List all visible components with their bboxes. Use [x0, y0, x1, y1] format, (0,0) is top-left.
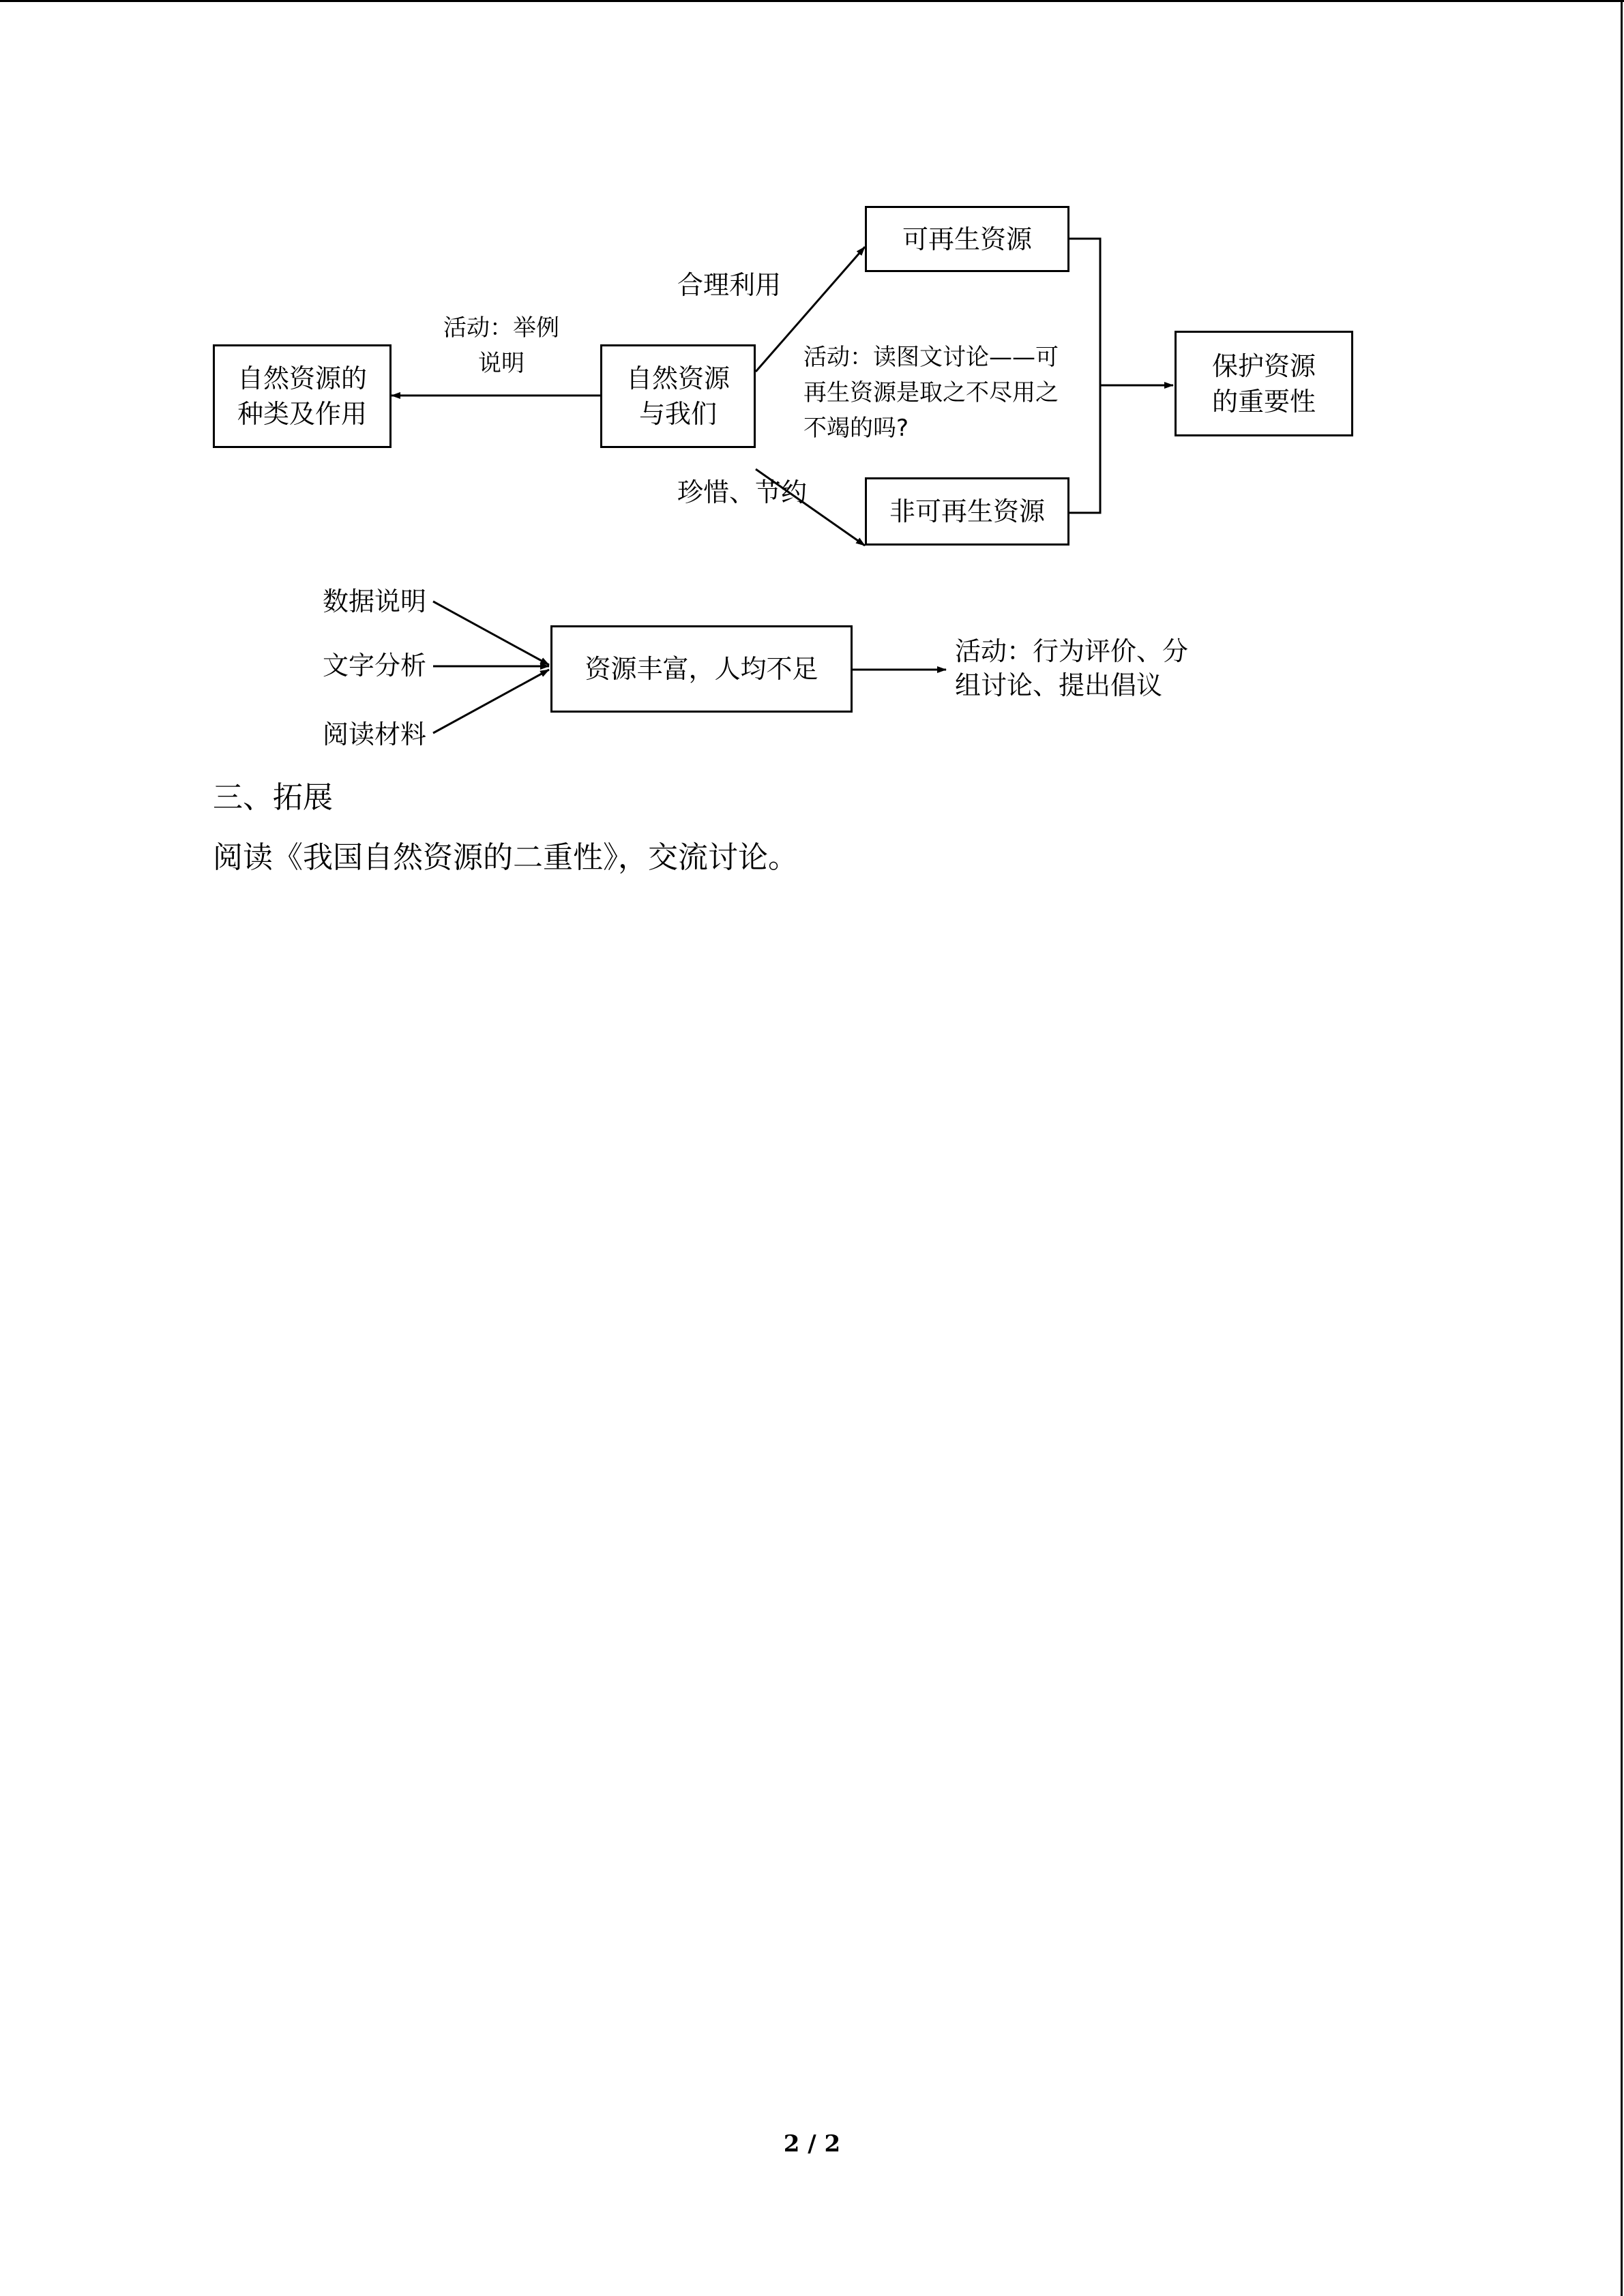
label-cherish-save: 珍惜、节约	[677, 477, 808, 507]
label-rational-use: 合理利用	[677, 270, 782, 300]
input-text-analysis: 文字分析	[323, 651, 427, 681]
box-renewable-resources: 可再生资源	[865, 206, 1069, 272]
input-data-explanation: 数据说明	[323, 586, 427, 616]
section-paragraph: 阅读《我国自然资源的二重性》，交流讨论。	[213, 840, 798, 875]
box-importance-of-protection: 保护资源 的重要性	[1175, 331, 1353, 436]
page-number: 2 / 2	[783, 2130, 841, 2158]
box-resources-and-us: 自然资源 与我们	[600, 344, 756, 448]
arrow-from-reading	[433, 670, 549, 733]
label-activity-examples: 活动：举例 说明	[443, 314, 559, 377]
label-activity-evaluate: 活动：行为评价、分 组讨论、提出倡议	[955, 636, 1189, 700]
section-heading: 三、拓展	[213, 780, 333, 815]
box-nonrenewable-resources: 非可再生资源	[865, 477, 1069, 546]
input-reading-material: 阅读材料	[323, 719, 427, 749]
arrow-from-data	[433, 601, 549, 665]
box-rich-but-insufficient: 资源丰富，人均不足	[550, 625, 853, 713]
box-types-and-functions: 自然资源的 种类及作用	[213, 344, 392, 448]
label-activity-discussion: 活动：读图文讨论——可 再生资源是取之不尽用之 不竭的吗?	[803, 344, 1059, 442]
